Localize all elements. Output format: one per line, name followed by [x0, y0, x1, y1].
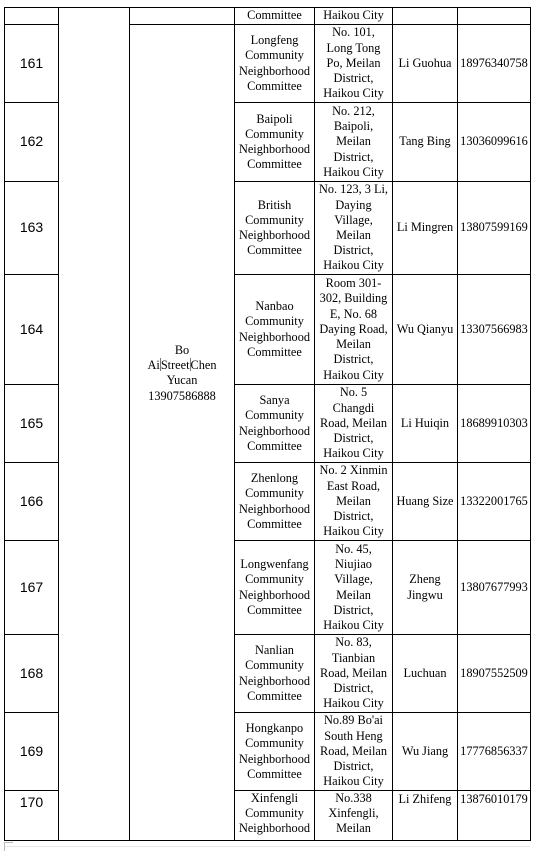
cell-line: Baipoli, [333, 119, 374, 134]
cell-line: Daying [335, 197, 372, 212]
cell-line: Haikou City [323, 446, 384, 461]
cell-phone: 13322001765 [458, 463, 531, 541]
cell-line: Haikou City [323, 617, 384, 632]
cell-line: District, [333, 243, 374, 258]
cell-committee [235, 275, 315, 385]
cell-line: Longwenfang [240, 557, 309, 572]
cell-line: Neighborhood [238, 142, 311, 156]
cell-line: Committee [247, 766, 302, 781]
cell-line: No. 2 Xinmin [319, 463, 388, 478]
cell-row-number: 168 [5, 635, 59, 713]
cell-line: Haikou City [323, 367, 384, 382]
cell-committee [235, 635, 315, 713]
cell-line: No. 83, [335, 635, 372, 650]
cell-address [315, 182, 393, 275]
cell-line: Sanya [259, 393, 290, 408]
cell-line: Haikou City [323, 696, 384, 711]
cell-line: Village, [334, 572, 373, 587]
cell-line: Nanbao [255, 299, 294, 314]
cell-address [315, 25, 393, 103]
cell-row-number: 165 [5, 385, 59, 463]
cell-line: Wu Qianyu [396, 321, 454, 336]
cell-contact-person [393, 541, 458, 635]
cell-row-number: 166 [5, 463, 59, 541]
cell-row-number: 170 [5, 791, 59, 841]
cell-line: Po, Meilan [326, 55, 381, 70]
cell-committee [235, 791, 315, 841]
cell-committee [235, 463, 315, 541]
cell-line: Zhenlong [250, 471, 299, 486]
cell-line: No. 123, 3 Li, [319, 182, 388, 197]
cell-row-number: 167 [5, 541, 59, 635]
cell-line: District, [333, 509, 374, 524]
cell-line: Meilan [336, 228, 371, 242]
cell-line: Huang Size [396, 493, 454, 508]
cell-line: Neighborhood [238, 821, 311, 836]
cell-row-number: 162 [5, 103, 59, 182]
cell-contact-person [393, 791, 458, 841]
cell-line: Committee [247, 516, 302, 531]
cell-row-number: 164 [5, 275, 59, 385]
cell-line: Wu Jiang [401, 743, 449, 758]
street-line-4: 13907586888 [148, 388, 216, 403]
cell-line: Haikou City [323, 774, 384, 789]
cell-contact-person [393, 103, 458, 182]
cell-line: Baipoli [256, 111, 293, 126]
cell-line: 302, Building [319, 291, 388, 306]
cell-line: Li Guohua [398, 55, 452, 70]
cell-line: Committee [247, 243, 302, 258]
cell-line: Road, Meilan [320, 415, 387, 430]
page-bottom-rule [4, 846, 530, 847]
cell-address [315, 385, 393, 463]
cell-line: Neighborhood [238, 228, 311, 242]
cell-contact-person [393, 463, 458, 541]
table-body [5, 8, 531, 841]
cell-line: Community [245, 126, 304, 141]
cell-line: Neighborhood [238, 423, 311, 438]
cell-line: Li Zhifeng [398, 792, 452, 806]
cell-phone: 18689910303 [458, 385, 531, 463]
cell-committee [235, 541, 315, 635]
cell-line: Niujiao [335, 557, 372, 572]
cell-phone: 18907552509 [458, 635, 531, 713]
cell-committee [235, 385, 315, 463]
cell-line: Li Huiqin [400, 415, 450, 430]
cell-line: Xinfengli, [328, 806, 379, 821]
cell-person-empty [393, 8, 458, 25]
cell-line: Zheng [409, 572, 441, 587]
cell-contact-person [393, 182, 458, 275]
cell-line: Meilan [336, 821, 371, 836]
cell-line: Luchuan [403, 665, 447, 680]
cell-line: Haikou City [323, 164, 384, 179]
cell-line: District, [333, 602, 374, 617]
cell-address [315, 541, 393, 635]
cell-line: Meilan [336, 337, 371, 352]
cell-line: Changdi [332, 400, 375, 415]
cell-line: Committee [247, 157, 302, 172]
cell-line: Long Tong [326, 40, 381, 55]
cell-street-empty [130, 8, 235, 25]
cell-line: No. 45, [335, 541, 372, 556]
cell-line: District, [333, 149, 374, 164]
cell-line: E, No. 68 [329, 306, 378, 321]
cell-line: District, [333, 352, 374, 367]
street-contact-block [130, 25, 234, 404]
cell-line: No.89 Bo'ai [324, 713, 383, 728]
cell-phone: 13307566983 [458, 275, 531, 385]
cell-line: Road, Meilan [320, 743, 387, 758]
cell-line: Neighborhood [238, 501, 311, 516]
cell-line: Meilan [336, 587, 371, 602]
cell-address [315, 791, 393, 841]
cell-line: Community [245, 806, 304, 821]
cell-line: Meilan [336, 134, 371, 149]
cell-line: Haikou City [323, 524, 384, 539]
cell-committee [235, 713, 315, 791]
cell-address [315, 635, 393, 713]
cell-line: Neighborhood [238, 329, 311, 344]
cell-address [315, 103, 393, 182]
cell-street-contact [130, 25, 235, 841]
cell-line: Haikou City [323, 258, 384, 273]
cell-line: District, [333, 759, 374, 774]
cell-row-number: 163 [5, 182, 59, 275]
cell-line: Daying Road, [319, 321, 388, 336]
cell-committee [235, 25, 315, 103]
cell-line: No. 5 [339, 385, 368, 400]
cell-line: Longfeng [250, 33, 299, 48]
cell-line: Committee [247, 602, 302, 617]
cell-line: Haikou City [323, 86, 384, 101]
cell-line: Road, Meilan [320, 665, 387, 680]
cell-committee [235, 182, 315, 275]
cell-line: Meilan [336, 493, 371, 508]
cell-line: Community [245, 572, 304, 587]
cell-row-number: 169 [5, 713, 59, 791]
cell-line: No. 212, [332, 103, 375, 118]
cell-row-number: 161 [5, 25, 59, 103]
cell-phone: 13876010179 [458, 791, 531, 841]
cell-line: Community [245, 48, 304, 63]
street-line-3: Yucan [166, 373, 198, 388]
cell-phone: 17776856337 [458, 713, 531, 791]
cell-line: Committee [247, 688, 302, 703]
cell-line: Neighborhood [238, 673, 311, 688]
street-line-1: Bo [174, 343, 190, 357]
street-line-2b: Street [160, 358, 190, 373]
cell-address [315, 463, 393, 541]
cell-line: District, [333, 681, 374, 696]
cell-phone-empty [458, 8, 531, 25]
cell-contact-person [393, 713, 458, 791]
cell-line: British [257, 197, 292, 212]
page-corner-mark [4, 842, 13, 851]
cell-contact-person [393, 25, 458, 103]
cell-phone: 13807599169 [458, 182, 531, 275]
cell-line: Community [245, 408, 304, 423]
cell-line: Neighborhood [238, 751, 311, 766]
cell-line: Hongkanpo [245, 721, 304, 736]
cell-address: Haikou City [315, 8, 393, 25]
cell-line: Community [245, 314, 304, 329]
cell-contact-person [393, 275, 458, 385]
cell-line: East Road, [326, 478, 381, 493]
cell-line: Committee [247, 344, 302, 359]
cell-address [315, 713, 393, 791]
cell-contact-person [393, 635, 458, 713]
contact-table [4, 7, 531, 841]
cell-line: Li Mingren [396, 220, 454, 235]
cell-phone: 13036099616 [458, 103, 531, 182]
cell-phone: 13807677993 [458, 541, 531, 635]
cell-line: Community [245, 212, 304, 227]
cell-line: Tianbian [331, 650, 376, 665]
cell-contact-person [393, 385, 458, 463]
cell-committee [235, 103, 315, 182]
cell-line: Room 301- [325, 276, 382, 291]
table-row-continued [5, 8, 531, 25]
cell-address [315, 275, 393, 385]
cell-line: Neighborhood [238, 587, 311, 602]
cell-line: Xinfengli [250, 791, 299, 805]
cell-line: Community [245, 736, 304, 751]
cell-line: Nanlian [255, 643, 294, 658]
cell-line: Tang Bing [399, 134, 451, 149]
cell-line: Committee [247, 78, 302, 93]
cell-line: Community [245, 658, 304, 673]
street-line-2a: Ai [147, 358, 160, 373]
cell-line: District, [333, 431, 374, 446]
cell-line: Community [245, 486, 304, 501]
cell-committee: Committee [235, 8, 315, 25]
cell-line: Committee [247, 438, 302, 453]
cell-line: Neighborhood [238, 63, 311, 78]
cell-line: No.338 [335, 791, 372, 805]
cell-line: Jingwu [407, 587, 443, 602]
cell-line: Village, [334, 212, 373, 227]
cell-line: District, [333, 71, 374, 86]
cell-phone: 18976340758 [458, 25, 531, 103]
cell-line: South Heng [324, 728, 383, 743]
cell-line: No. 101, [332, 25, 375, 40]
cell-merged-column-2 [59, 8, 130, 841]
street-line-2c: Chen [190, 358, 217, 373]
cell-no-empty [5, 8, 59, 25]
